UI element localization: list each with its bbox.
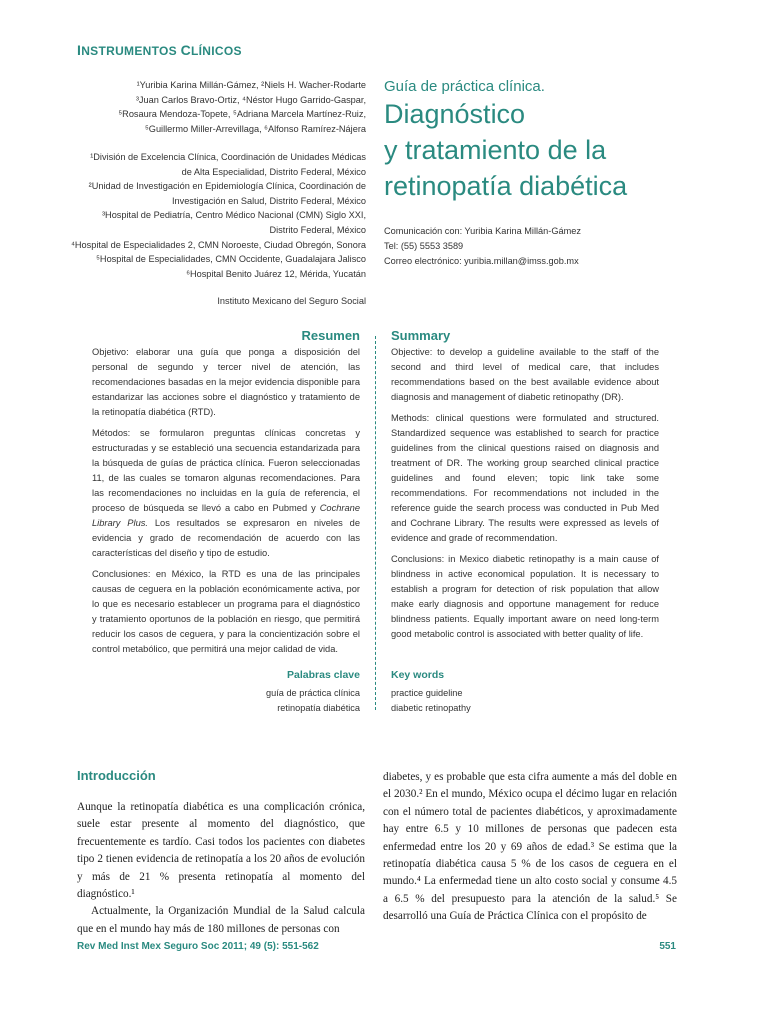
author-list [60, 78, 366, 136]
introduction-paragraph: Aunque la retinopatía diabética es una complicación crónica, suele estar presente al momento del diagnóstico, que frecuentemente es tardío. Casi todos los pacientes con diabetes tipo 2 tienen evidencia de retinopatía a los 20 años de evolución y más de 21 % presenta retinopatía al momento del diagnóstico.¹ [77, 801, 365, 901]
affiliation-line: Investigación en Salud, Distrito Federal, México [171, 195, 366, 206]
affiliation-line: ²Unidad de Investigación en Epidemiología Clínica, Coordinación de [88, 181, 366, 192]
keywords-es-heading: Palabras clave [287, 669, 360, 681]
resumen-heading: Resumen [301, 328, 360, 343]
keywords-en-heading: Key words [391, 669, 445, 681]
section-label-initial-1: I [77, 42, 82, 58]
title-line: Diagnóstico [384, 99, 526, 129]
keyword-item: guía de práctica clínica [266, 688, 360, 698]
journal-citation: Rev Med Inst Mex Seguro Soc 2011; 49 (5): 551-562 [77, 941, 319, 952]
affiliation-line: ⁶Hospital Benito Juárez 12, Mérida, Yucatán [186, 268, 366, 279]
affiliation-line: ³Hospital de Pediatría, Centro Médico Nacional (CMN) Siglo XXI, [102, 210, 366, 221]
introduction-paragraph: diabetes, y es probable que esta cifra aumente a más del doble en el 2030.² En el mundo, México ocupa el décimo lugar en relación con el número total de pacientes diabéticos, y aproximadamente hay entre 6.5 y 10 millones de personas que padecen esta enfermedad entre los 20 y 69 años de edad.³ Se estima que la retinopatía diabética causa 5 % de los casos de ceguera en el mundo.⁴ La enfermedad tiene un alto costo social y consume 4.5 a 6.5 % del presupuesto para la atención de la salud.⁵ Se desarrolló una Guía de Práctica Clínica con el propósito de [383, 771, 677, 923]
resumen-metodos-text: Los resultados se expresaron en niveles de evidencia y grado de recomendación de acuerdo con las características del diseño y tipo de estudio. [92, 518, 361, 558]
keyword-item: practice guideline [391, 688, 463, 698]
affiliation-line: ⁴Hospital de Especialidades 2, CMN Noroeste, Ciudad Obregón, Sonora [70, 239, 366, 250]
affiliation-line: ⁵Hospital de Especialidades, CMN Occidente, Guadalajara Jalisco [96, 254, 366, 265]
keyword-item: retinopatía diabética [277, 702, 360, 713]
resumen-metodos-text: Métodos: se formularon preguntas clínicas concretas y estructuradas y se estableció una secuencia estandarizada para la búsqueda de guías de práctica clínica. Fueron seleccionadas 11, de las cuales se tomaron algunas recomendaciones. Para las recomendaciones no incluidas en la guía de referencia, el proceso de búsqueda se llevó a cabo en Pubmed y [92, 428, 360, 513]
author-line: ⁵Guillermo Miller-Arrevillaga, ⁶Alfonso Ramírez-Nájera [144, 123, 366, 134]
summary-conclusions: Conclusions: in Mexico diabetic retinopathy is a main cause of blindness in active economical population. It is necessary to establish a program for detection of risk population that allow make early diagnosis and opportune management for reduce blindness patients. Equally important aware on need long-term good metabolic control is associated with better quality of life. [391, 554, 659, 639]
author-line: ³Juan Carlos Bravo-Ortiz, ⁴Néstor Hugo Garrido-Gaspar, [135, 94, 366, 105]
page-number: 551 [659, 941, 676, 952]
keyword-item: diabetic retinopathy [391, 702, 471, 713]
summary-objective: Objective: to develop a guideline available to the staff of the second and third level of medical care, that includes recommendations based on the best available evidence about diagnosis and management of diabetic retinopathy (DR). [391, 347, 659, 402]
introduction-paragraph: Actualmente, la Organización Mundial de la Salud calcula que en el mundo hay más de 180 millones de personas con [77, 905, 365, 935]
summary-body [391, 345, 659, 648]
institute-name: Instituto Mexicano del Seguro Social [217, 296, 366, 306]
contact-phone: Tel: (55) 5553 3589 [384, 240, 464, 251]
affiliation-line: Distrito Federal, México [269, 224, 366, 235]
author-line: ¹Yuribia Karina Millán-Gámez, ²Niels H. Wacher-Rodarte [136, 80, 366, 90]
title-line: retinopatía diabética [384, 171, 628, 201]
section-label-rest-2: LÍNICOS [191, 44, 242, 58]
affiliation-list [40, 150, 366, 281]
article-title [384, 96, 754, 204]
summary-heading: Summary [391, 328, 451, 343]
keywords-es-list [180, 686, 360, 715]
section-label [77, 42, 242, 58]
contact-email: Correo electrónico: yuribia.millan@imss.gob.mx [384, 255, 579, 266]
contact-info [384, 224, 581, 268]
author-line: ⁵Rosaura Mendoza-Topete, ⁵Adriana Marcela Martínez-Ruiz, [118, 109, 366, 120]
guide-subtitle: Guía de práctica clínica. [384, 78, 545, 95]
summary-methods: Methods: clinical questions were formulated and structured. Standardized sequence was established to search for practice guidelines from the clinical questions raised on diagnosis and treatment of DR. The working group searched clinical practice guidelines and found eleven; topic link take some recommendations. For recommendations not included in the reference guide the search process was conducted in Pub Med and Cochrane Library. The results were expressed as levels of evidence and grade of recommendation. [391, 413, 659, 543]
section-label-rest-1: NSTRUMENTOS [81, 44, 177, 58]
affiliation-line: de Alta Especialidad, Distrito Federal, México [181, 166, 366, 177]
resumen-conclusiones: Conclusiones: en México, la RTD es una de las principales causas de ceguera en la población económicamente activa, por lo que es necesario establecer un programa para el diagnóstico y tratamiento oportunos de la población en riesgo, que permitirá reducir los casos de ceguera, y para la concientización sobre el control metabólico, que permitirá una mejor calidad de vida. [92, 569, 360, 654]
affiliation-line: ¹División de Excelencia Clínica, Coordinación de Unidades Médicas [90, 152, 366, 162]
resumen-metodos-italic: Cochrane Library Plus. [92, 503, 360, 528]
resumen-objetivo: Objetivo: elaborar una guía que ponga a disposición del personal de segundo y tercer nivel de atención, las recomendaciones basadas en la mejor evidencia disponible para estandarizar las acciones sobre el diagnóstico y tratamiento de la retinopatía diabética (RTD). [92, 347, 360, 417]
introduction-heading: Introducción [77, 768, 156, 783]
resumen-metodos [92, 426, 360, 561]
keywords-en-list [391, 686, 471, 715]
column-divider [375, 336, 376, 710]
introduction-right-column [383, 769, 677, 926]
resumen-body [92, 345, 360, 663]
section-label-initial-2: C [180, 42, 192, 58]
introduction-left-column [77, 799, 365, 938]
title-line: y tratamiento de la [384, 135, 607, 165]
contact-name: Comunicación con: Yuribia Karina Millán-Gámez [384, 226, 581, 236]
